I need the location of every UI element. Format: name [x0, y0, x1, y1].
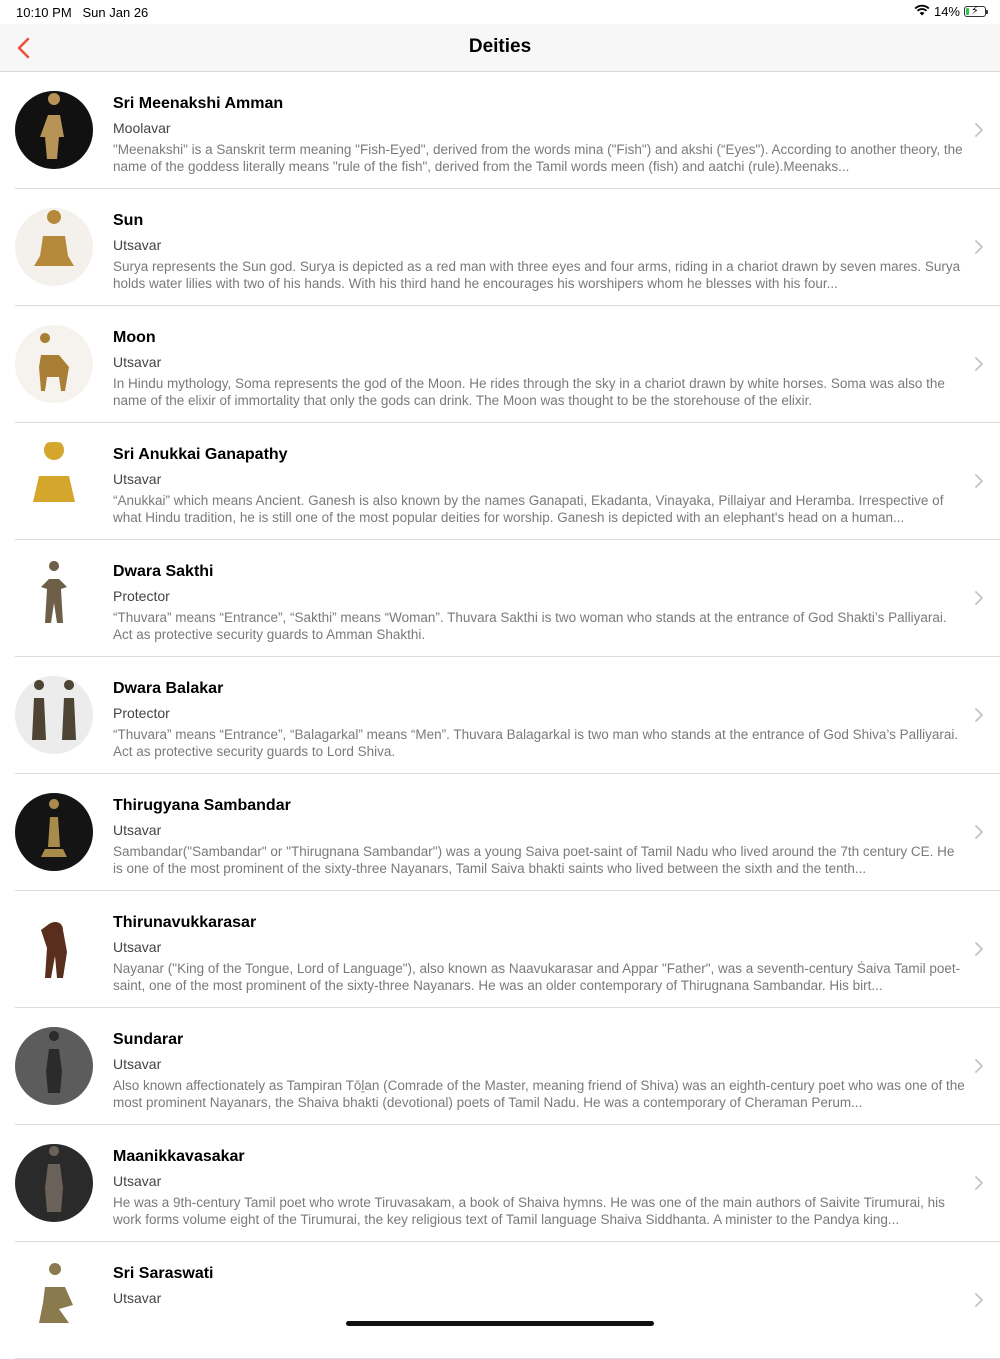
- deity-row[interactable]: [15, 189, 1000, 306]
- deity-description: In Hindu mythology, Soma represents the god of the Moon. He rides through the sky in a chariot drawn by white horses. Soma was also the name of the elixir of immortality that only the gods can drink. The Moon was thought to be the storehouse of the elixir.: [113, 376, 945, 408]
- deity-description: Also known affectionately as Tampiran Tōḻan (Comrade of the Master, meaning friend of Shiva) was an eighth-century poet who was one of the most prominent Nayanars, the Shaiva bhakti (devotional) poets of Tamil Nadu. He was a contemporary of Cheraman Perum...: [113, 1078, 965, 1110]
- deity-row[interactable]: [15, 306, 1000, 423]
- chevron-right-icon: [974, 1058, 984, 1074]
- chevron-right-icon: [974, 239, 984, 255]
- chevron-right-icon: [974, 1175, 984, 1191]
- deity-row[interactable]: [15, 657, 1000, 774]
- page-title: Deities: [468, 36, 532, 57]
- status-time-date: [16, 5, 148, 20]
- deity-type: Utsavar: [113, 471, 162, 487]
- deity-row[interactable]: [15, 774, 1000, 891]
- deity-type: Utsavar: [113, 822, 162, 838]
- status-right: [914, 4, 986, 19]
- chevron-right-icon: [974, 1292, 984, 1308]
- deity-image: [15, 1261, 93, 1339]
- deity-row[interactable]: [15, 891, 1000, 1008]
- chevron-right-icon: [974, 473, 984, 489]
- deity-name: Maanikkavasakar: [113, 1148, 245, 1165]
- deity-name: Thirunavukkarasar: [113, 914, 257, 931]
- deity-name: Moon: [113, 329, 156, 346]
- deity-type: Utsavar: [113, 939, 162, 955]
- status-bar: [0, 0, 1000, 24]
- deity-thumbnail: [15, 208, 93, 286]
- chevron-right-icon: [974, 707, 984, 723]
- deity-row[interactable]: [15, 540, 1000, 657]
- deity-description: Sambandar("Sambandar" or "Thirugnana Sambandar") was a young Saiva poet-saint of Tamil Nadu who lived around the 7th century CE. He is one of the most prominent of the sixty-three Nayanars, Tamil Saiva bhakti saints who lived between the sixth and the tenth...: [113, 844, 955, 876]
- deity-description: “Thuvara” means “Entrance”, “Sakthi” means “Woman”. Thuvara Sakthi is two woman who stands at the entrance of God Shakti’s Palliyarai. Act as protective security guards to Amman Shakthi.: [113, 610, 947, 642]
- navigation-bar: [0, 24, 1000, 72]
- deity-thumbnail: [15, 1261, 93, 1339]
- deity-row[interactable]: [15, 1125, 1000, 1242]
- deity-type: Protector: [113, 588, 170, 604]
- deity-type: Utsavar: [113, 354, 162, 370]
- deity-row[interactable]: [15, 72, 1000, 189]
- chevron-right-icon: [974, 356, 984, 372]
- deity-type: Protector: [113, 705, 170, 721]
- deity-thumbnail: [15, 91, 93, 169]
- deity-image: [15, 910, 93, 988]
- deity-row[interactable]: [15, 1242, 1000, 1359]
- deity-name: Sri Saraswati: [113, 1265, 214, 1282]
- deity-thumbnail: [15, 910, 93, 988]
- deity-type: Utsavar: [113, 1056, 162, 1072]
- deity-name: Dwara Balakar: [113, 680, 224, 697]
- deity-row[interactable]: [15, 1008, 1000, 1125]
- deity-description: He was a 9th-century Tamil poet who wrote Tiruvasakam, a book of Shaiva hymns. He was one of the main authors of Saivite Tirumurai, his work forms volume eight of the Tirumurai, the key religious text of Tamil language Shaiva Siddhanta. A minister to the Pandya king...: [113, 1195, 945, 1227]
- chevron-right-icon: [974, 590, 984, 606]
- chevron-right-icon: [974, 824, 984, 840]
- deity-thumbnail: [15, 325, 93, 403]
- charging-bolt-icon: ⚡: [971, 5, 979, 17]
- status-time: 10:10 PM: [16, 5, 72, 20]
- deity-name: Sun: [113, 212, 144, 229]
- deity-description: Surya represents the Sun god. Surya is depicted as a red man with three eyes and four arms, riding in a chariot drawn by seven mares. Surya holds water lilies with two of his hands. With his third hand he encourages his worshipers whom he blesses with his four...: [113, 259, 961, 291]
- deity-thumbnail: [15, 1027, 93, 1105]
- deity-image: [15, 793, 93, 871]
- deity-image: [15, 1027, 93, 1105]
- battery-level: [966, 8, 969, 15]
- deity-list: [0, 72, 1000, 1359]
- deity-thumbnail: [15, 559, 93, 637]
- deity-row[interactable]: [15, 423, 1000, 540]
- chevron-right-icon: [974, 941, 984, 957]
- deity-thumbnail: [15, 1144, 93, 1222]
- deity-name: Sundarar: [113, 1031, 184, 1048]
- deity-name: Thirugyana Sambandar: [113, 797, 291, 814]
- deity-image: [15, 442, 93, 520]
- deity-description: "Meenakshi" is a Sanskrit term meaning "Fish-Eyed", derived from the words mina ("Fish") and akshi (“Eyes"). According to another theory, the name of the goddess literally means "rule of the fish", derived from the Tamil words meen (fish) and aatchi (rule).Meenaks...: [113, 142, 963, 174]
- chevron-right-icon: [974, 122, 984, 138]
- deity-description: “Anukkai” which means Ancient. Ganesh is also known by the names Ganapati, Ekadanta, Vinayaka, Pillaiyar and Heramba. Irrespective of what Hindu tradition, he is still one of the most popular deities for worship. Ganesh is depicted with an elephant's head on a human...: [113, 493, 944, 525]
- deity-image: [15, 208, 93, 286]
- deity-type: Utsavar: [113, 1290, 162, 1306]
- home-indicator[interactable]: [346, 1321, 654, 1326]
- deity-type: Utsavar: [113, 1173, 162, 1189]
- deity-description: “Thuvara” means “Entrance”, “Balagarkal” means “Men”. Thuvara Balagarkal is two man who stands at the entrance of God Shiva’s Palliyarai. Act as protective security guards to Lord Shiva.: [113, 727, 959, 759]
- wifi-icon: [914, 4, 930, 19]
- battery-icon: [964, 6, 986, 17]
- deity-name: Sri Anukkai Ganapathy: [113, 446, 288, 463]
- deity-image: [15, 325, 93, 403]
- status-date: Sun Jan 26: [82, 5, 149, 20]
- deity-thumbnail: [15, 676, 93, 754]
- deity-thumbnail: [15, 793, 93, 871]
- deity-type: Utsavar: [113, 237, 162, 253]
- deity-thumbnail: [15, 442, 93, 520]
- deity-name: Sri Meenakshi Amman: [113, 95, 284, 112]
- deity-description: Nayanar ("King of the Tongue, Lord of Language"), also known as Naavukarasar and Appar "Father", was a seventh-century Śaiva Tamil poet-saint, one of the most prominent of the sixty-three Nayanars. He was an older contemporary of Thirugnana Sambandar. His birt...: [113, 961, 961, 993]
- deity-image: [15, 1144, 93, 1222]
- deity-name: Dwara Sakthi: [113, 563, 214, 580]
- deity-type: Moolavar: [113, 120, 171, 136]
- deity-image: [15, 559, 93, 637]
- battery-percent: 14%: [933, 4, 960, 19]
- deity-image: [15, 676, 93, 754]
- deity-image: [15, 91, 93, 169]
